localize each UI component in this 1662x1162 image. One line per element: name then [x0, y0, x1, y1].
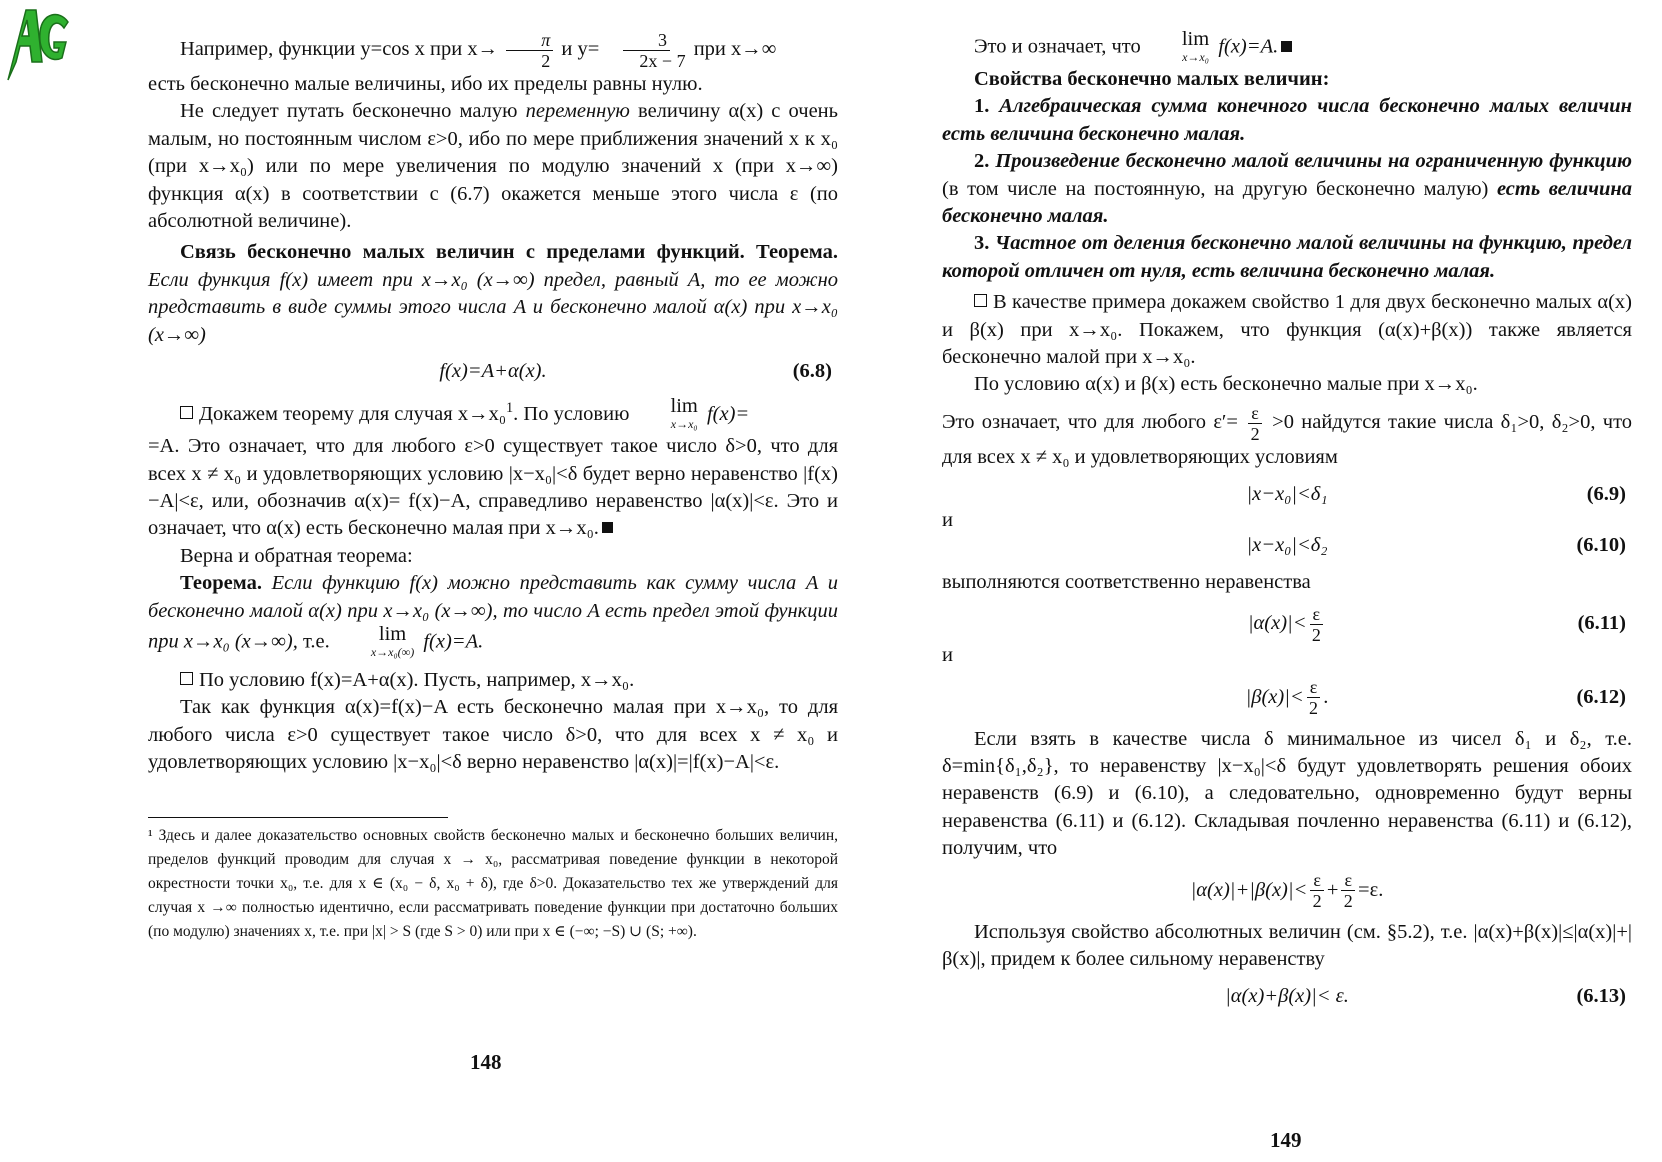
proof-paragraph-2: [148, 667, 838, 694]
text: =A. Это означает, что для любого ε>0 существует такое число δ>0, что для всех x ≠ x₀ и удовлетворяющих условию |x−x₀|<δ будет верно неравенство |f(x)−A|<ε, или, обозначив α(x)= f(x)−A, справедливо неравенство |α(x)|<ε. Это и означает, что α(x) есть бесконечно малая при x→x₀.: [148, 435, 838, 540]
paragraph-conclusion: [942, 30, 1632, 66]
footnote-divider: [148, 817, 448, 818]
paragraph: Так как функция α(x)=f(x)−A есть бесконечно малая при x→x₀, то для любого числа ε>0 существует такое число δ>0, что для всех x ≠ x₀ и удовлетворяющих условию |x−x₀|<δ верно неравенство |α(x)|=|f(x)−A|<ε.: [148, 696, 838, 774]
property-text: Алгебраическая сумма конечного числа бесконечно малых величин есть величина бесконечно малая.: [942, 95, 1632, 145]
text: Докажем теорему для случая x→x₀: [199, 402, 506, 425]
proof-paragraph: [148, 395, 838, 433]
text: В качестве примера докажем свойство 1 для двух бесконечно малых α(x) и β(x) при x→x₀. Покажем, что функция (α(x)+β(x)) также является бесконечно малой при x→x₀.: [942, 291, 1632, 369]
conjunction: и: [942, 509, 953, 532]
theorem-text: Если функцию f(x) можно представить как сумму числа A и бесконечно малой α(x) при x→x₀ (x→∞), то число A есть предел этой функции при x→x₀ (x→∞),: [148, 572, 838, 653]
equation-text: |β(x)|<: [1245, 685, 1304, 708]
text: Это означает, что для любого ε′=: [942, 411, 1238, 434]
proof-start-square-icon: [180, 672, 193, 685]
paragraph: По условию α(x) и β(x) есть бесконечно малые при x→x₀.: [974, 373, 1478, 396]
equation-text: |x−x₀|<δ₁: [1246, 482, 1328, 505]
paragraph: Верна и обратная теорема:: [180, 544, 413, 567]
fraction-denominator: 2: [1343, 891, 1353, 912]
equation-number: (6.11): [1577, 612, 1626, 635]
property-number: 3.: [974, 232, 990, 255]
text: Не следует путать бесконечно малую: [180, 100, 526, 123]
property-number: 1.: [974, 95, 990, 118]
text: при x→∞: [693, 38, 777, 61]
proof-start-square-icon: [180, 406, 193, 419]
text: величину α(x) с очень малым, но постоянным числом ε>0, ибо по мере приближения значений x к x₀ (при x→x₀) или по мере увеличения по модулю значений x (при x→∞) функция α(x) в соответствии с (6.7) окажется меньше этого числа ε (по абсолютной величине).: [148, 100, 838, 233]
proof-paragraph: [942, 289, 1632, 371]
limit-label: lim: [670, 395, 698, 418]
limit-expression: [639, 397, 698, 433]
text: Это и означает, что: [974, 35, 1141, 58]
limit-subscript: x→x₀: [670, 417, 698, 432]
limit-subscript: x→x₀: [1182, 50, 1209, 64]
fraction-pi-over-2: [506, 30, 553, 71]
equation-number: (6.13): [1576, 984, 1626, 1007]
property-3: [942, 230, 1632, 285]
equation-number: (6.9): [1586, 482, 1626, 505]
equation-sum: [942, 869, 1632, 913]
text: +: [1326, 878, 1339, 901]
equation-number: (6.12): [1576, 685, 1626, 708]
text: и y=: [561, 38, 600, 61]
property-1: [942, 93, 1632, 148]
fraction-denominator: 2: [1311, 624, 1321, 645]
fraction-epsilon-over-2: [1307, 677, 1321, 718]
fraction-denominator: 2x − 7: [639, 51, 686, 71]
paragraph: выполняются соответственно неравенства: [942, 570, 1311, 593]
left-page: [148, 30, 838, 944]
paragraph: есть бесконечно малые величины, ибо их пределы равны нулю.: [148, 73, 703, 95]
property-text: есть величина бесконечно малая.: [942, 177, 1632, 228]
fraction-numerator: ε: [1307, 677, 1321, 698]
equation-6-10: [942, 529, 1632, 563]
property-number: 2.: [974, 150, 990, 173]
paragraph: [148, 433, 838, 543]
paragraph-example: [148, 30, 838, 71]
section-heading: Свойства бесконечно малых величин:: [974, 68, 1330, 90]
equation-number: (6.10): [1576, 533, 1626, 556]
limit-label: lim: [1181, 28, 1210, 50]
text: f(x)=A.: [1218, 35, 1279, 58]
theorem-heading: Связь бесконечно малых величин с пределами функций. Теорема.: [180, 241, 838, 264]
theorem-heading: Теорема.: [180, 572, 262, 595]
limit-label: lim: [378, 623, 407, 646]
equation-text: f(x)=A+α(x).: [439, 360, 547, 383]
paragraph-abs: Используя свойство абсолютных величин (см. §5.2), т.е. |α(x)+β(x)|≤|α(x)|+|β(x)|, придем к более сильному неравенству: [942, 920, 1632, 970]
paragraph-epsilon: [942, 403, 1632, 471]
text: По условию f(x)=A+α(x). Пусть, например, x→x₀.: [199, 669, 635, 692]
fraction-numerator: ε: [1341, 870, 1355, 891]
fraction-epsilon-over-2: [1310, 870, 1324, 911]
text: f(x)=A.: [423, 630, 484, 653]
fraction-epsilon-over-2: [1310, 604, 1324, 645]
proof-end-square-icon: [602, 522, 613, 533]
fraction-numerator: ε: [1310, 604, 1324, 625]
page-number-right: 149: [1270, 1128, 1302, 1152]
converse-theorem-paragraph: [148, 570, 838, 661]
theorem-paragraph: [148, 239, 838, 349]
equation-6-9: [942, 477, 1632, 511]
property-2: [942, 148, 1632, 230]
equation-text: |x−x₀|<δ₂: [1246, 533, 1328, 556]
fraction-epsilon-over-2: [1341, 870, 1355, 911]
right-page: [942, 30, 1632, 1019]
paragraph-not-confuse: [148, 98, 838, 235]
conjunction: и: [942, 644, 953, 667]
footnote-ref: 1: [505, 400, 514, 417]
fraction-denominator: 2: [1250, 423, 1260, 444]
fraction-denominator: 2: [1312, 891, 1322, 912]
limit-expression: [1150, 30, 1209, 66]
fraction-numerator: 3: [623, 30, 670, 51]
footnote: ¹ Здесь и далее доказательство основных свойств бесконечно малых и бесконечно больших величин, пределов функций проводим для случая x → x₀, рассматривая поведение функции в некоторой окрестности точки x₀, т.е. для x ∈ (x₀ − δ, x₀ + δ), где δ>0. Доказательство тех же утверждений для случая x →∞ полностью идентично, если рассматривать поведение функции при достаточно больших (по модулю) значениях x, т.е. при |x| > S (где S > 0) или при x ∈ (−∞; −S) ∪ (S; +∞).: [148, 826, 838, 940]
limit-expression: [339, 625, 414, 661]
equation-text: |α(x)+β(x)|< ε.: [1225, 984, 1349, 1007]
text: т.е.: [297, 630, 335, 653]
proof-start-square-icon: [974, 294, 987, 307]
text: >0 найдутся такие числа δ₁>0, δ₂>0, что для всех x ≠ x₀ и удовлетворяющих условиям: [942, 411, 1633, 468]
fraction-denominator: 2: [1308, 698, 1318, 718]
equation-6-11: [942, 602, 1632, 646]
fraction-numerator: ε: [1248, 403, 1262, 424]
text: (в том числе на постоянную, на другую бесконечно малую): [942, 177, 1489, 200]
property-text: Частное от деления бесконечно малой величины на функцию, предел которой отличен от нуля, есть величина бесконечно малая.: [942, 232, 1632, 282]
equation-text: |α(x)|+|β(x)|<: [1190, 878, 1308, 901]
fraction-denominator: 2: [541, 51, 551, 71]
text: f(x)=: [706, 402, 750, 425]
equation-6-13: [942, 979, 1632, 1013]
text: =ε.: [1358, 878, 1384, 901]
equation-6-8: [148, 355, 838, 389]
text: Например, функции y=cos x при x→: [180, 38, 499, 61]
limit-subscript: x→x₀(∞): [370, 645, 415, 660]
emphasis-text: переменную: [525, 100, 630, 123]
paragraph-min: Если взять в качестве числа δ минимальное из чисел δ₁ и δ₂, т.е. δ=min{δ₁,δ₂}, то неравенству |x−x₀|<δ будут удовлетворять решения обоих неравенств (6.9) и (6.10), а следовательно, одновременно будут верны неравенства (6.11) и (6.12). Складывая почленно неравенства (6.11) и (6.12), получим, что: [942, 727, 1632, 860]
text: . По условию: [513, 402, 630, 425]
equation-text: |α(x)|<: [1247, 612, 1307, 635]
proof-end-square-icon: [1281, 41, 1292, 52]
logo: [2, 2, 72, 86]
equation-number: (6.8): [792, 360, 832, 383]
fraction-numerator: ε: [1310, 870, 1324, 891]
text: .: [1323, 685, 1329, 708]
theorem-text: Если функция f(x) имеет при x→x₀ (x→∞) предел, равный A, то ее можно представить в виде суммы этого числа A и бесконечно малой α(x) при x→x₀ (x→∞): [148, 268, 838, 346]
equation-6-12: [942, 676, 1632, 720]
property-text: Произведение бесконечно малой величины на ограниченную функцию: [989, 150, 1632, 173]
page-number-left: 148: [470, 1050, 502, 1074]
fraction-numerator: π: [506, 30, 553, 51]
fraction-epsilon-over-2: [1248, 403, 1262, 444]
fraction-3-over-2x-7: [607, 30, 685, 71]
